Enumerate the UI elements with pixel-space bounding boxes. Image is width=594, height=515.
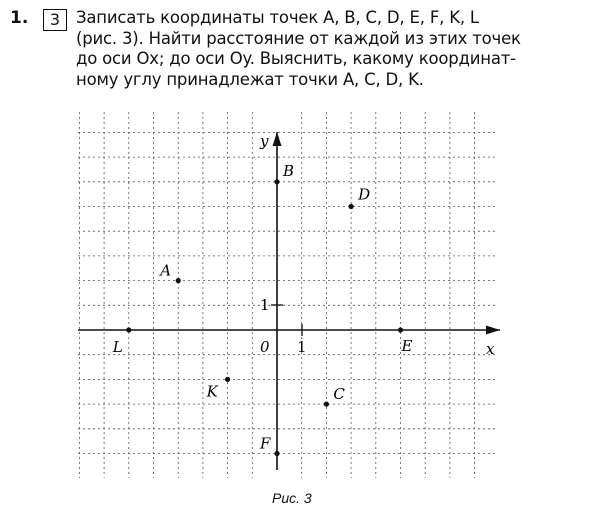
y-axis-arrow: [273, 132, 282, 146]
point-d: [349, 204, 354, 209]
difficulty-level-box: 3: [43, 9, 67, 31]
point-f: [274, 451, 279, 456]
point-k: [225, 377, 230, 382]
problem-number: 1.: [10, 8, 29, 28]
problem-text-line: ному углу принадлежат точки A, C, D, K.: [76, 69, 424, 89]
axes: [78, 132, 500, 470]
point-b: [274, 179, 279, 184]
point-label-d: D: [358, 185, 371, 204]
point-a: [176, 278, 181, 283]
point-label-l: L: [112, 338, 123, 356]
point-label-f: F: [260, 434, 271, 453]
x-unit-label: 1: [297, 338, 307, 356]
y-unit-label: 1: [260, 296, 270, 314]
point-e: [398, 327, 403, 332]
problem-text-line: (рис. 3). Найти расстояние от каждой из этих точек: [76, 28, 521, 48]
problem-text-line: до оси Ox; до оси Oy. Выяснить, какому координат-: [76, 49, 516, 68]
point-label-k: K: [206, 382, 218, 401]
point-label-b: B: [283, 161, 295, 180]
problem-text-line: Записать координаты точек A, B, C, D, E, F, K, L: [76, 8, 479, 27]
point-l: [126, 327, 131, 332]
point-label-e: E: [401, 337, 413, 355]
origin-label: 0: [260, 338, 270, 356]
figure-caption: Рис. 3: [272, 490, 312, 506]
x-axis-arrow: [486, 326, 500, 335]
point-label-a: A: [160, 261, 172, 280]
y-axis-label: y: [260, 132, 269, 150]
x-axis-label: x: [486, 340, 495, 358]
point-c: [324, 402, 329, 407]
point-label-c: C: [333, 385, 345, 404]
